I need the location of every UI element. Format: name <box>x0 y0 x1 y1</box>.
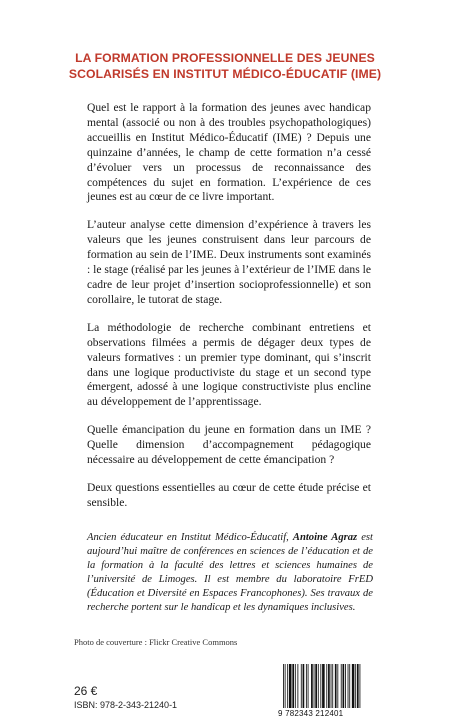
blurb-paragraph-4: Quelle émancipation du jeune en formation dans un IME ? Quelle dimension d’accompagnement pédagogique nécessaire au développement de cette émancipation ? <box>87 423 371 467</box>
barcode-bar <box>283 664 284 708</box>
barcode-bar <box>345 664 346 708</box>
photo-credit: Photo de couverture : Flickr Creative Commons <box>74 637 238 647</box>
barcode-bar <box>308 664 309 708</box>
barcode-bar <box>289 664 292 708</box>
barcode-digits: 9 782343 212401 <box>278 709 344 718</box>
barcode-bar <box>335 664 337 708</box>
barcode-bar <box>287 664 288 708</box>
barcode-bar <box>331 664 332 708</box>
barcode-bar <box>301 664 302 708</box>
blurb-paragraph-3: La méthodologie de recherche combinant entretiens et observations filmées a permis de dégager deux types de valeurs formatives : un premier type dominant, qui s’inscrit dans une logique productiviste du stage et un second type émergent, adossé à une logique constructiviste plus encline au développement de l’apprentissage. <box>87 320 371 409</box>
barcode-bar <box>292 664 294 708</box>
blurb-paragraph-2: L’auteur analyse cette dimension d’expérience à travers les valeurs que les jeunes construisent dans leur parcours de formation au sein de l’IME. Deux instruments sont examinés : le stage (réalisé par les jeunes à l’extérieur de l’IME dans le cadre de leur projet d’insertion socioprofessionnelle) et son corollaire, le tutorat de stage. <box>87 218 371 306</box>
barcode <box>283 664 385 708</box>
bio-intro: Ancien éducateur en Institut Médico-Éducatif, <box>87 532 293 543</box>
barcode-bar <box>343 664 345 708</box>
barcode-bar <box>295 664 296 708</box>
title-line-1: LA FORMATION PROFESSIONNELLE DES JEUNES <box>75 51 375 65</box>
blurb-paragraph-5: Deux questions essentielles au cœur de cette étude précise et sensible. <box>87 480 371 509</box>
barcode-bar <box>337 664 338 708</box>
barcode-bar <box>328 664 330 708</box>
blurb <box>87 101 371 524</box>
back-cover-title <box>40 50 410 82</box>
price: 26 € <box>74 684 98 698</box>
author-bio <box>87 531 373 614</box>
barcode-bar <box>320 664 321 708</box>
barcode-bar <box>341 664 342 708</box>
barcode-bar <box>326 664 327 708</box>
barcode-bar <box>297 664 298 708</box>
title-line-2: SCOLARISÉS EN INSTITUT MÉDICO-ÉDUCATIF (IME) <box>68 67 382 81</box>
barcode-bar <box>352 664 355 708</box>
barcode-bar <box>318 664 319 708</box>
barcode-bar <box>285 664 286 708</box>
barcode-bar <box>360 664 361 708</box>
barcode-bar <box>357 664 359 708</box>
barcode-bar <box>315 664 317 708</box>
author-name: Antoine Agraz <box>292 532 358 543</box>
barcode-bar <box>349 664 350 708</box>
barcode-bar <box>355 664 356 708</box>
barcode-bar <box>314 664 315 708</box>
isbn: ISBN: 978-2-343-21240-1 <box>74 700 178 710</box>
barcode-bar <box>306 664 307 708</box>
barcode-bar <box>303 664 305 708</box>
bio-rest: est aujourd’hui maître de conférences en sciences de l’éducation et de la formation à la faculté des lettres et sciences humaines de l’université de Limoges. Il est membre du laboratoire FrED (Éducation et Diversité en Espaces Francophones). Ses travaux de recherche portent sur le handicap et les dynamiques inclusives. <box>87 532 373 613</box>
barcode-bar <box>322 664 325 708</box>
barcode-bar <box>348 664 349 708</box>
barcode-bar <box>311 664 313 708</box>
barcode-bar <box>332 664 333 708</box>
blurb-paragraph-1: Quel est le rapport à la formation des jeunes avec handicap mental (associé ou non à des troubles psychopathologiques) accueillis en Institut Médico-Éducatif (IME) ? Depuis une quinzaine d’années, le champ de cette formation n’a cessé d’évoluer vers un processus de reconnaissance des compétences du sujet en formation. L’expérience de ces jeunes est au cœur de ce livre important. <box>87 101 371 204</box>
